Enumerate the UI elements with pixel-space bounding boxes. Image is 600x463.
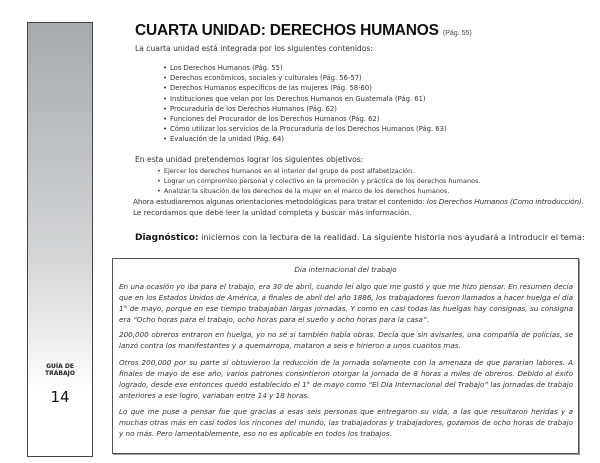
guide-label-line1: GUÍA DE bbox=[46, 363, 74, 370]
story-paragraph: 200,000 obreros entraron en huelga, yo no sé si también había obras. Decía que sin avisarles, una compañía de policías, se lanzó contra los manifestantes y a quemarropa, mataron a seis e hirieron a unos cuantos mas. bbox=[119, 330, 573, 350]
list-item: • Los Derechos Humanos (Pág. 55) bbox=[163, 63, 447, 73]
story-title: Día internacional del trabajo bbox=[294, 265, 397, 274]
title-page-ref: (Pág. 55) bbox=[442, 30, 472, 37]
objectives-list bbox=[157, 166, 481, 197]
list-item: • Derechos Humanos específicos de las mujeres (Pág. 58-60) bbox=[163, 83, 447, 93]
guide-label bbox=[28, 363, 92, 377]
list-item: • Derechos económicos, sociales y culturales (Pág. 56-57) bbox=[163, 73, 447, 83]
story-paragraph: En una ocasión yo iba para el trabajo, era 30 de abril, cuando leí algo que me gustó y que me hizo pensar. En resumen decía que en los Estados Unidos de América, a finales de abril del año 1886, los trabajadores fueron llamados a hacer huelga el día 1° de mayo, porque en ese tiempo trabajaban largas jornadas. Y como en casi todas las huelgas hay consignas, su consigna era “Ocho horas para el trabajo, ocho horas para el sueño y ocho horas para la casa”. bbox=[119, 282, 573, 324]
story-box bbox=[112, 258, 579, 454]
list-item: • Procuraduría de los Derechos Humanos (Pág. 62) bbox=[163, 104, 447, 114]
diagnostic-label: Diagnóstico: bbox=[135, 233, 199, 243]
story-paragraph: Otros 200,000 por su parte si obtuvieron la reducción de la jornada solamente con la amenaza de que pararían labores. A finales de mayo de ese año, varios patrones consintieron otorgar la jornada de 8 horas a miles de obreros. Debido al éxito logrado, desde ese entonces quedó establecido el 1° de mayo como “El Día Internacional del Trabajo” las jornadas de trabajo anteriores a ese logro, variaban entre 14 y 18 horas. bbox=[119, 358, 573, 400]
diagnostic-text: iniciemos con la lectura de la realidad. La siguiente historia nos ayudará a introducir el tema: bbox=[198, 232, 585, 242]
list-item: • Cómo utilizar los servicios de la Procuraduría de los Derechos Humanos (Pág. 63) bbox=[163, 124, 447, 134]
list-item: • Ejercer los derechos humanos en el interior del grupo de post alfabetización. bbox=[157, 166, 481, 176]
title-text: CUARTA UNIDAD: DERECHOS HUMANOS bbox=[135, 22, 439, 39]
intro-text: La cuarta unidad está integrada por los siguientes contenidos: bbox=[135, 44, 373, 53]
methodology-main: Ahora estudiaremos algunas orientaciones metodológicas para tratar el contenido: bbox=[133, 197, 427, 206]
diagnostic-line bbox=[135, 232, 585, 243]
list-item: • Funciones del Procurador de los Derechos Humanos (Pág. 62) bbox=[163, 114, 447, 124]
methodology-text bbox=[133, 197, 584, 206]
list-item: • Evaluación de la unidad (Pág. 64) bbox=[163, 134, 447, 144]
page-title bbox=[135, 22, 472, 40]
list-item: • Instituciones que velan por los Derechos Humanos en Guatemala (Pág. 61) bbox=[163, 94, 447, 104]
objectives-intro: En esta unidad pretendemos lograr los siguientes objetivos: bbox=[135, 155, 364, 164]
list-item: • Analizar la situación de los derechos de la mujer en el marco de los derechos humanos. bbox=[157, 186, 481, 196]
guide-label-line2: TRABAJO bbox=[45, 370, 75, 377]
reminder-text: Le recordamos que debe leer la unidad completa y buscar más información. bbox=[133, 208, 412, 217]
story-paragraph: Lo que me puse a pensar fue que gracias a esas seis personas que entregaron su vida, a las que resultaron heridas y a muchas otras más en casi todos los rincones del mundo, las trabajadoras y trabajadores, gozamos de ocho horas de trabajo y no más. Pero lamentablemente, eso no es aplicable en todos los trabajos. bbox=[119, 407, 573, 438]
list-item: • Lograr un compromiso personal y colectivo en la promoción y práctica de los derechos humanos. bbox=[157, 176, 481, 186]
contents-list bbox=[163, 63, 447, 145]
page-number: 14 bbox=[50, 388, 70, 406]
sidebar-band bbox=[27, 22, 93, 457]
methodology-italic: los Derechos Humanos (Como introducción). bbox=[426, 197, 584, 206]
